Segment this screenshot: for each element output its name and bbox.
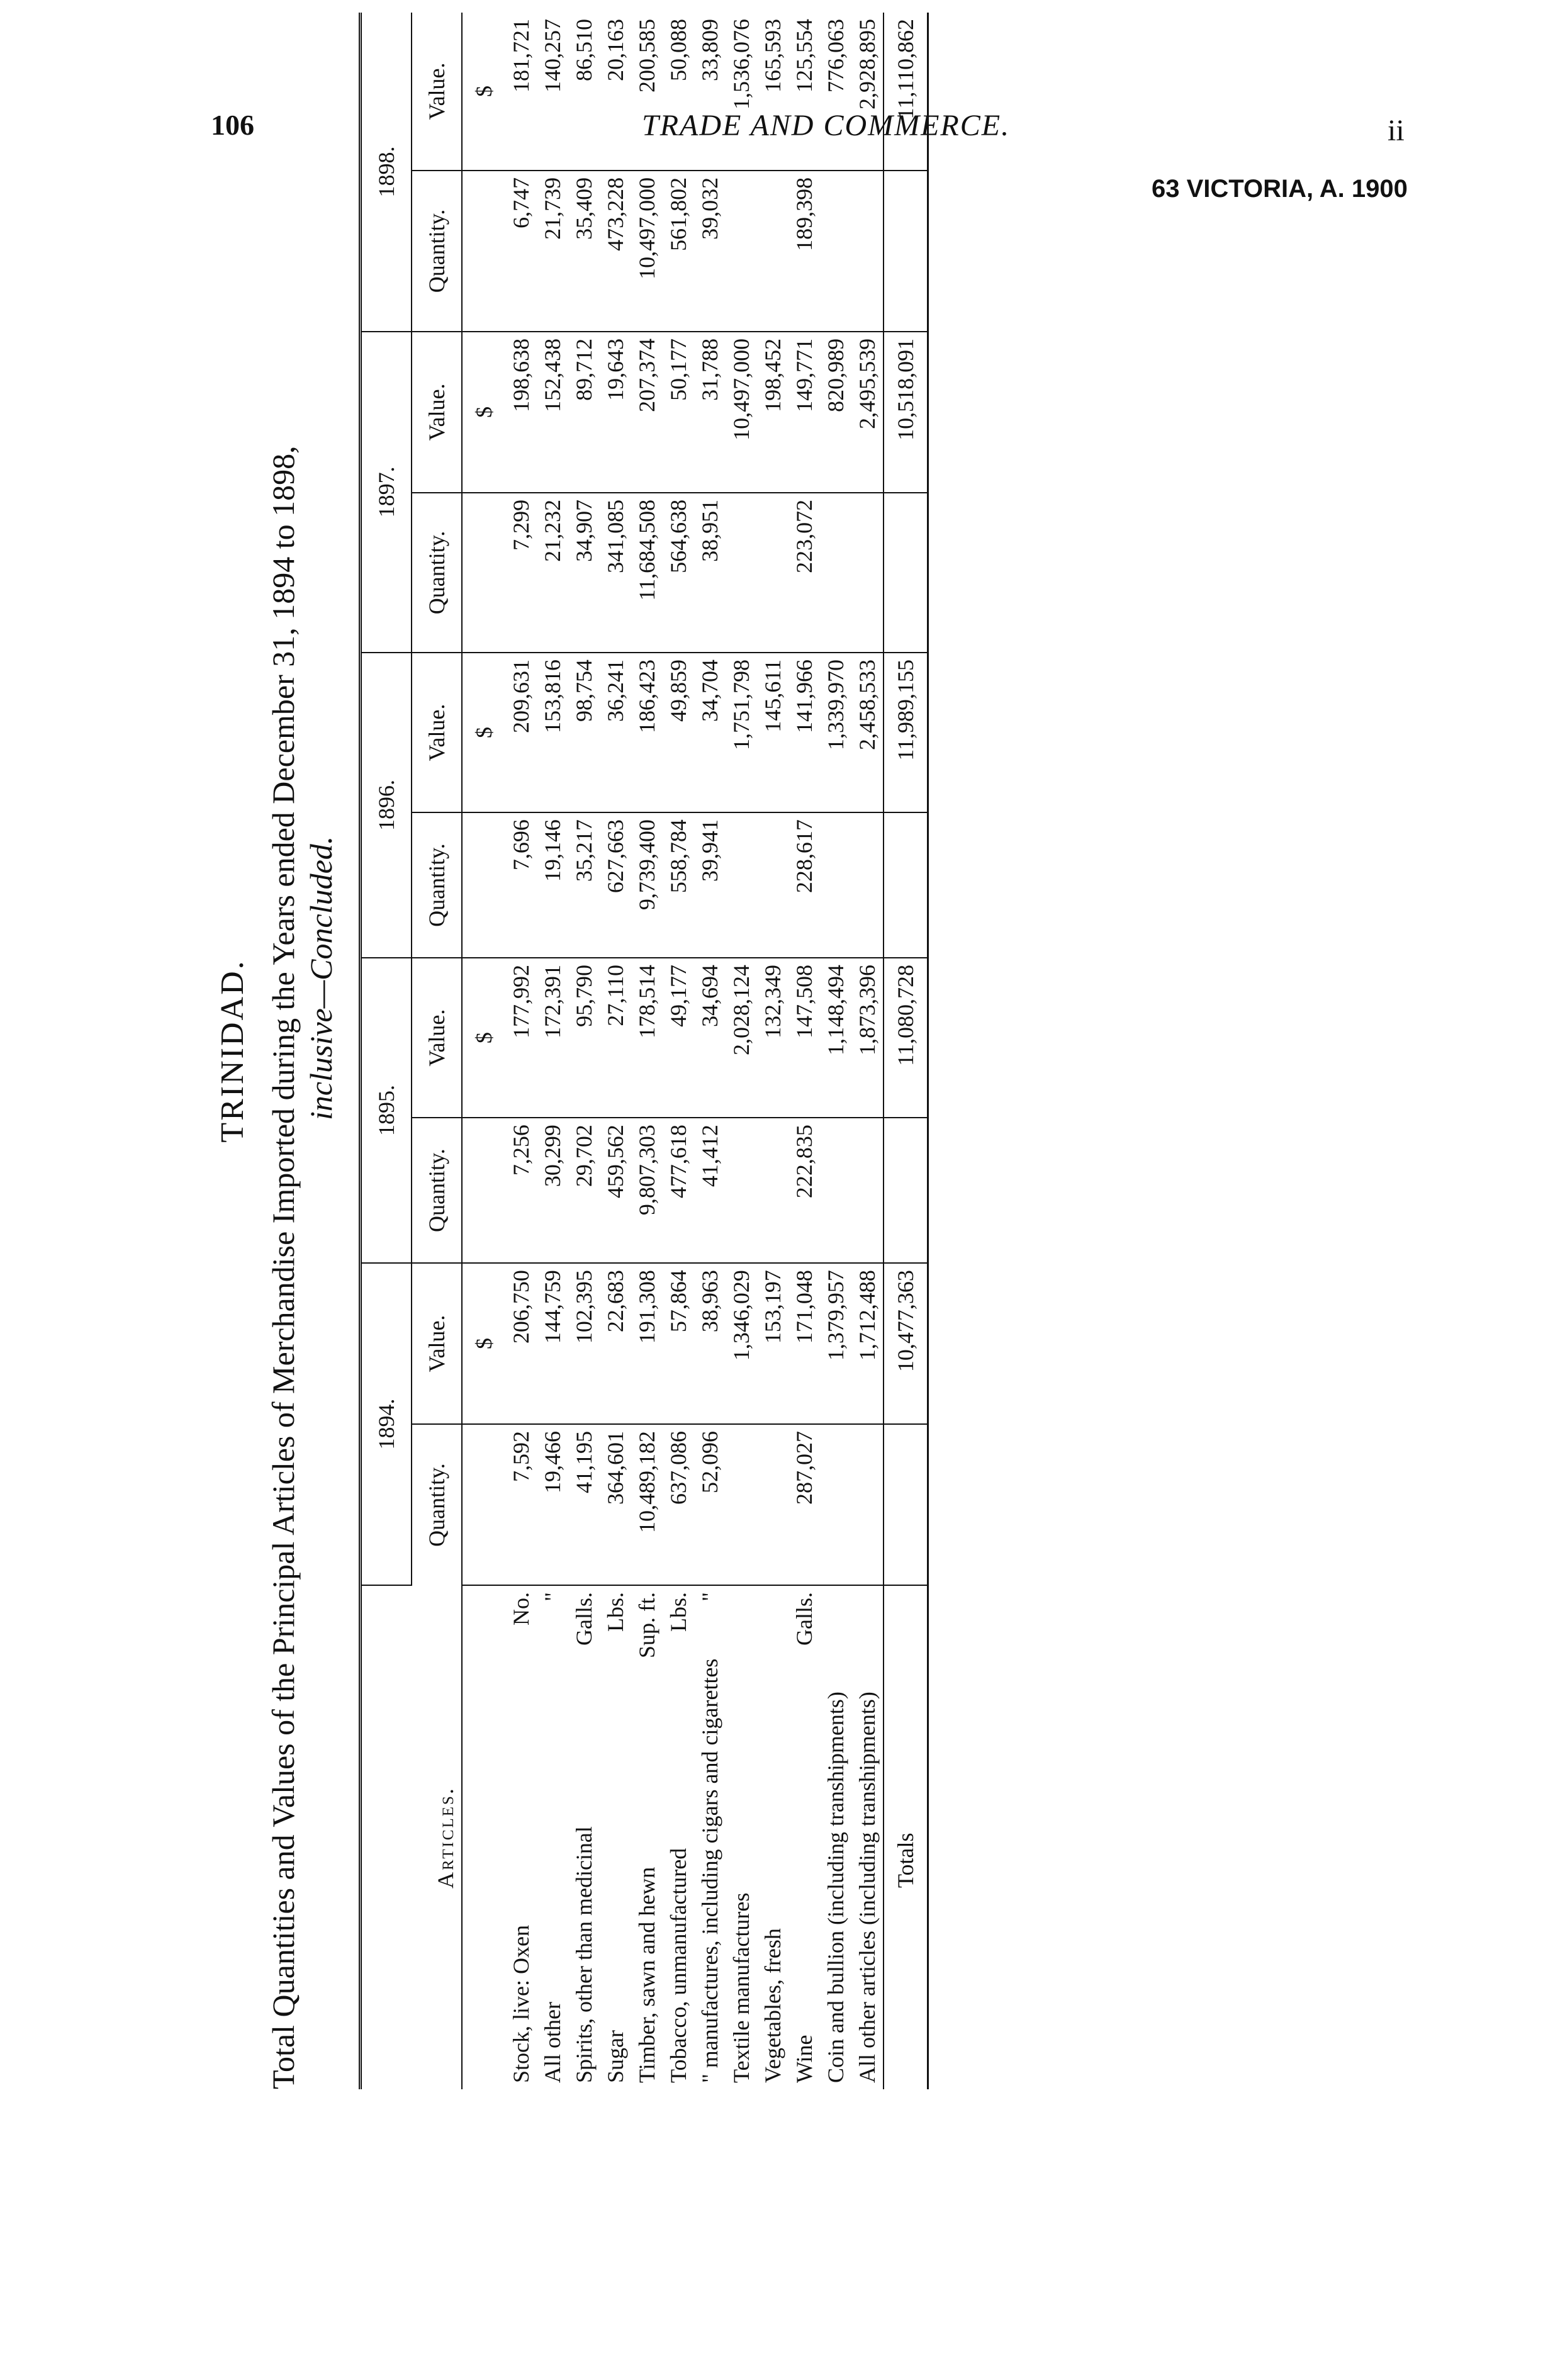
quantity-cell: 39,941: [694, 812, 726, 958]
value-cell: 200,585: [631, 13, 663, 171]
value-cell: 22,683: [600, 1263, 631, 1424]
year-header-row: [361, 13, 412, 2089]
quantity-cell: [726, 812, 757, 958]
value-cell: 2,458,533: [851, 653, 884, 812]
value-cell: 147,508: [788, 958, 820, 1118]
year-header-1896: 1896.: [361, 653, 412, 958]
quantity-cell: [851, 812, 884, 958]
quantity-cell: 41,195: [568, 1424, 600, 1585]
table-row: [663, 13, 694, 2089]
rotated-table-block: [214, 13, 1196, 2089]
quantity-cell: [820, 812, 851, 958]
table-caption: [264, 13, 340, 2089]
value-cell: 31,788: [694, 332, 726, 493]
quantity-header: Quantity.: [412, 812, 462, 958]
quantity-cell: 52,096: [694, 1424, 726, 1585]
quantity-cell: [726, 493, 757, 653]
value-cell: 177,992: [505, 958, 537, 1118]
totals-quantity-empty: [884, 1424, 928, 1585]
quantity-cell: 21,232: [537, 493, 568, 653]
article-label: [788, 1585, 820, 2089]
article-label: [631, 1585, 663, 2089]
quantity-cell: [757, 812, 788, 958]
quantity-cell: 473,228: [600, 171, 631, 332]
quantity-cell: 11,684,508: [631, 493, 663, 653]
value-cell: 50,177: [663, 332, 694, 493]
article-unit: ": [540, 1592, 565, 1602]
quantity-cell: 364,601: [600, 1424, 631, 1585]
value-cell: 2,928,895: [851, 13, 884, 171]
value-cell: 145,611: [757, 653, 788, 812]
quantity-cell: 222,835: [788, 1118, 820, 1263]
value-cell: 144,759: [537, 1263, 568, 1424]
quantity-cell: 564,638: [663, 493, 694, 653]
value-cell: 181,721: [505, 13, 537, 171]
quantity-cell: 21,739: [537, 171, 568, 332]
value-cell: 171,048: [788, 1263, 820, 1424]
value-cell: 1,346,029: [726, 1263, 757, 1424]
value-cell: 141,966: [788, 653, 820, 812]
totals-quantity-empty: [884, 493, 928, 653]
value-cell: 820,989: [820, 332, 851, 493]
totals-value-cell: 11,989,155: [884, 653, 928, 812]
totals-label: Totals: [884, 1585, 928, 2089]
quantity-cell: [851, 1118, 884, 1263]
value-cell: 57,864: [663, 1263, 694, 1424]
value-cell: 198,638: [505, 332, 537, 493]
currency-symbol: $: [462, 1263, 505, 1424]
article-unit: Sup. ft.: [634, 1592, 659, 1659]
quantity-cell: 7,592: [505, 1424, 537, 1585]
value-cell: 86,510: [568, 13, 600, 171]
quantity-cell: [851, 171, 884, 332]
value-cell: 178,514: [631, 958, 663, 1118]
caption-continued: inclusive—Concluded.: [303, 836, 339, 1120]
quantity-header: Quantity.: [412, 1424, 462, 1585]
table-row: [788, 13, 820, 2089]
quantity-cell: 287,027: [788, 1424, 820, 1585]
quantity-cell: 477,618: [663, 1118, 694, 1263]
value-cell: 198,452: [757, 332, 788, 493]
value-cell: 207,374: [631, 332, 663, 493]
imports-table: [359, 13, 929, 2089]
value-cell: 206,750: [505, 1263, 537, 1424]
quantity-cell: 35,409: [568, 171, 600, 332]
article-label: [568, 1585, 600, 2089]
running-title: TRADE AND COMMERCE.: [642, 109, 1011, 142]
quantity-cell: 41,412: [694, 1118, 726, 1263]
quantity-cell: 7,696: [505, 812, 537, 958]
quantity-cell: 35,217: [568, 812, 600, 958]
value-cell: 172,391: [537, 958, 568, 1118]
value-cell: 1,712,488: [851, 1263, 884, 1424]
article-label: [726, 1585, 757, 2089]
quantity-cell: [726, 1118, 757, 1263]
quantity-header: Quantity.: [412, 1118, 462, 1263]
article-unit: Galls.: [571, 1592, 597, 1646]
value-cell: 95,790: [568, 958, 600, 1118]
year-header-1898: 1898.: [361, 13, 412, 332]
quantity-cell: [851, 1424, 884, 1585]
quantity-cell: 6,747: [505, 171, 537, 332]
article-name: Vegetables, fresh: [760, 1928, 785, 2083]
quantity-cell: [757, 493, 788, 653]
table-body: [462, 13, 928, 2089]
value-header: Value.: [412, 13, 462, 171]
value-cell: 186,423: [631, 653, 663, 812]
article-unit: No.: [508, 1592, 534, 1625]
totals-value-cell: 10,518,091: [884, 332, 928, 493]
value-cell: 1,379,957: [820, 1263, 851, 1424]
quantity-cell: 228,617: [788, 812, 820, 958]
table-row: [851, 13, 884, 2089]
value-cell: 776,063: [820, 13, 851, 171]
article-label: [820, 1585, 851, 2089]
totals-quantity-empty: [884, 812, 928, 958]
caption-main: Total Quantities and Values of the Principal Articles of Merchandise Imported during the Years ended December 31, 1894 to 1898,: [266, 446, 301, 2089]
article-name: Sugar: [603, 2030, 628, 2083]
currency-row: [462, 13, 505, 2089]
value-cell: 140,257: [537, 13, 568, 171]
quantity-cell: 34,907: [568, 493, 600, 653]
article-name: Coin and bullion (including transhipments): [823, 1692, 848, 2083]
currency-symbol: $: [462, 958, 505, 1118]
totals-value-cell: 10,477,363: [884, 1263, 928, 1424]
quantity-cell: [726, 171, 757, 332]
quantity-cell: 9,739,400: [631, 812, 663, 958]
page-number: 106: [211, 109, 254, 141]
value-header: Value.: [412, 332, 462, 493]
article-name: All other articles (including transhipments): [855, 1692, 880, 2083]
value-header: Value.: [412, 958, 462, 1118]
year-header-1895: 1895.: [361, 958, 412, 1263]
quantity-cell: 7,299: [505, 493, 537, 653]
value-cell: 10,497,000: [726, 332, 757, 493]
quantity-cell: [820, 493, 851, 653]
table-row: [568, 13, 600, 2089]
value-cell: 152,438: [537, 332, 568, 493]
value-cell: 1,148,494: [820, 958, 851, 1118]
quantity-cell: 7,256: [505, 1118, 537, 1263]
quantity-header: Quantity.: [412, 171, 462, 332]
value-cell: 19,643: [600, 332, 631, 493]
value-cell: 1,751,798: [726, 653, 757, 812]
quantity-cell: 637,086: [663, 1424, 694, 1585]
value-cell: 125,554: [788, 13, 820, 171]
quantity-cell: 10,497,000: [631, 171, 663, 332]
totals-value-cell: 11,110,862: [884, 13, 928, 171]
table-row: [600, 13, 631, 2089]
articles-header: Articles.: [361, 1585, 463, 2089]
value-header: Value.: [412, 1263, 462, 1424]
value-cell: 89,712: [568, 332, 600, 493]
totals-value-cell: 11,080,728: [884, 958, 928, 1118]
quantity-cell: [820, 1118, 851, 1263]
value-cell: 33,809: [694, 13, 726, 171]
quantity-cell: 19,466: [537, 1424, 568, 1585]
value-header: Value.: [412, 653, 462, 812]
value-cell: 153,197: [757, 1263, 788, 1424]
value-cell: 1,536,076: [726, 13, 757, 171]
quantity-cell: 223,072: [788, 493, 820, 653]
article-name: Wine: [792, 2035, 817, 2083]
table-row: [726, 13, 757, 2089]
quantity-cell: 189,398: [788, 171, 820, 332]
quantity-cell: 9,807,303: [631, 1118, 663, 1263]
article-unit: Galls.: [792, 1592, 817, 1646]
quantity-cell: [757, 1424, 788, 1585]
quantity-cell: [820, 171, 851, 332]
value-cell: 102,395: [568, 1263, 600, 1424]
table-row: [537, 13, 568, 2089]
value-cell: 191,308: [631, 1263, 663, 1424]
quantity-cell: 341,085: [600, 493, 631, 653]
currency-symbol: $: [462, 653, 505, 812]
value-cell: 149,771: [788, 332, 820, 493]
table-heading: TRINIDAD.: [215, 959, 250, 1143]
value-cell: 20,163: [600, 13, 631, 171]
currency-symbol: $: [462, 332, 505, 493]
quantity-cell: 39,032: [694, 171, 726, 332]
value-cell: 165,593: [757, 13, 788, 171]
totals-quantity-empty: [884, 171, 928, 332]
quantity-cell: [726, 1424, 757, 1585]
article-label: [537, 1585, 568, 2089]
value-cell: 34,694: [694, 958, 726, 1118]
value-cell: 2,028,124: [726, 958, 757, 1118]
quantity-cell: 558,784: [663, 812, 694, 958]
value-cell: 34,704: [694, 653, 726, 812]
table-row: [820, 13, 851, 2089]
article-label: [505, 1585, 537, 2089]
quantity-cell: [757, 171, 788, 332]
article-name: All other: [540, 2002, 565, 2083]
section-number: ii: [1388, 114, 1405, 147]
article-unit: Lbs.: [603, 1592, 628, 1632]
value-cell: 132,349: [757, 958, 788, 1118]
session-label: 63 VICTORIA, A. 1900: [1152, 175, 1408, 203]
value-cell: 27,110: [600, 958, 631, 1118]
article-name: Timber, sawn and hewn: [634, 1866, 659, 2083]
article-label: [694, 1585, 726, 2089]
quantity-cell: 19,146: [537, 812, 568, 958]
currency-symbol: $: [462, 13, 505, 171]
table-row: [694, 13, 726, 2089]
quantity-cell: 30,299: [537, 1118, 568, 1263]
article-label: [600, 1585, 631, 2089]
quantity-cell: [820, 1424, 851, 1585]
value-cell: 98,754: [568, 653, 600, 812]
article-name: Spirits, other than medicinal: [571, 1826, 597, 2083]
article-label: [757, 1585, 788, 2089]
article-name: Stock, live: Oxen: [508, 1925, 534, 2083]
value-cell: 2,495,539: [851, 332, 884, 493]
value-cell: 209,631: [505, 653, 537, 812]
year-header-1894: 1894.: [361, 1263, 412, 1585]
value-cell: 38,963: [694, 1263, 726, 1424]
table-row: [505, 13, 537, 2089]
quantity-header: Quantity.: [412, 493, 462, 653]
article-name: Tobacco, unmanufactured: [666, 1848, 691, 2083]
quantity-cell: 561,802: [663, 171, 694, 332]
article-unit: ": [697, 1592, 722, 1602]
article-label: [663, 1585, 694, 2089]
quantity-cell: 29,702: [568, 1118, 600, 1263]
value-cell: 50,088: [663, 13, 694, 171]
value-cell: 1,873,396: [851, 958, 884, 1118]
value-cell: 1,339,970: [820, 653, 851, 812]
year-header-1897: 1897.: [361, 332, 412, 653]
article-name: Textile manufactures: [729, 1892, 754, 2083]
value-cell: 36,241: [600, 653, 631, 812]
article-label: [851, 1585, 884, 2089]
value-cell: 49,859: [663, 653, 694, 812]
table-row: [757, 13, 788, 2089]
quantity-cell: 10,489,182: [631, 1424, 663, 1585]
value-cell: 49,177: [663, 958, 694, 1118]
table-row: [631, 13, 663, 2089]
quantity-cell: 459,562: [600, 1118, 631, 1263]
article-name: " manufactures, including cigars and cigarettes: [697, 1658, 722, 2083]
quantity-cell: 627,663: [600, 812, 631, 958]
article-unit: Lbs.: [666, 1592, 691, 1632]
quantity-cell: 38,951: [694, 493, 726, 653]
totals-quantity-empty: [884, 1118, 928, 1263]
quantity-cell: [851, 493, 884, 653]
totals-row: [884, 13, 928, 2089]
quantity-cell: [757, 1118, 788, 1263]
value-cell: 153,816: [537, 653, 568, 812]
